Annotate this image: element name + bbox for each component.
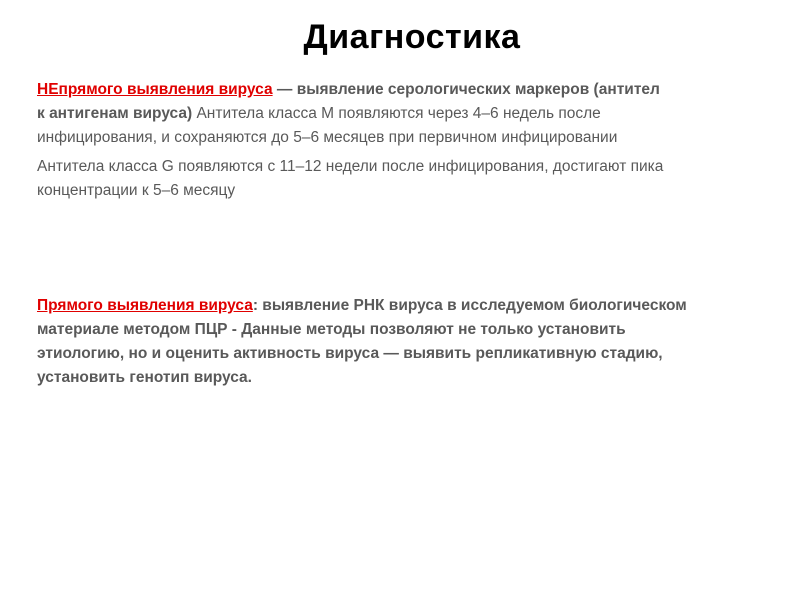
indirect-line-2 <box>37 102 777 126</box>
direct-line-3: этиологию, но и оценить активность вируса — выявить репликативную стадию, <box>37 345 663 362</box>
direct-line-2: материале методом ПЦР - Данные методы позволяют не только установить <box>37 321 626 338</box>
indirect-line-3: инфицирования, и сохраняются до 5–6 месяцев при первичном инфицировании <box>37 129 618 146</box>
indirect-line-2-text: Антитела класса М появляются через 4–6 недель после <box>192 105 601 122</box>
direct-detection-term: Прямого выявления вируса <box>37 297 253 314</box>
direct-line-1-text: : выявление РНК вируса в исследуемом биологическом <box>252 297 687 314</box>
indirect-detection-paragraph <box>37 78 777 150</box>
indirect-line-1 <box>37 78 777 102</box>
igg-line-1: Антитела класса G появляются с 11–12 недели после инфицирования, достигают пика <box>37 158 664 175</box>
direct-line-4: установить генотип вируса. <box>37 369 252 386</box>
direct-detection-paragraph <box>37 294 777 390</box>
igg-paragraph <box>37 155 777 203</box>
indirect-line-2-bold: к антигенам вируса) <box>37 105 193 122</box>
direct-line-1 <box>37 294 777 318</box>
indirect-line-1-text: — выявление серологических маркеров (антител <box>272 81 660 98</box>
indirect-detection-term: НЕпрямого выявления вируса <box>37 81 273 98</box>
igg-line-2: концентрации к 5–6 месяцу <box>37 182 236 199</box>
page-title: Диагностика <box>303 18 521 56</box>
